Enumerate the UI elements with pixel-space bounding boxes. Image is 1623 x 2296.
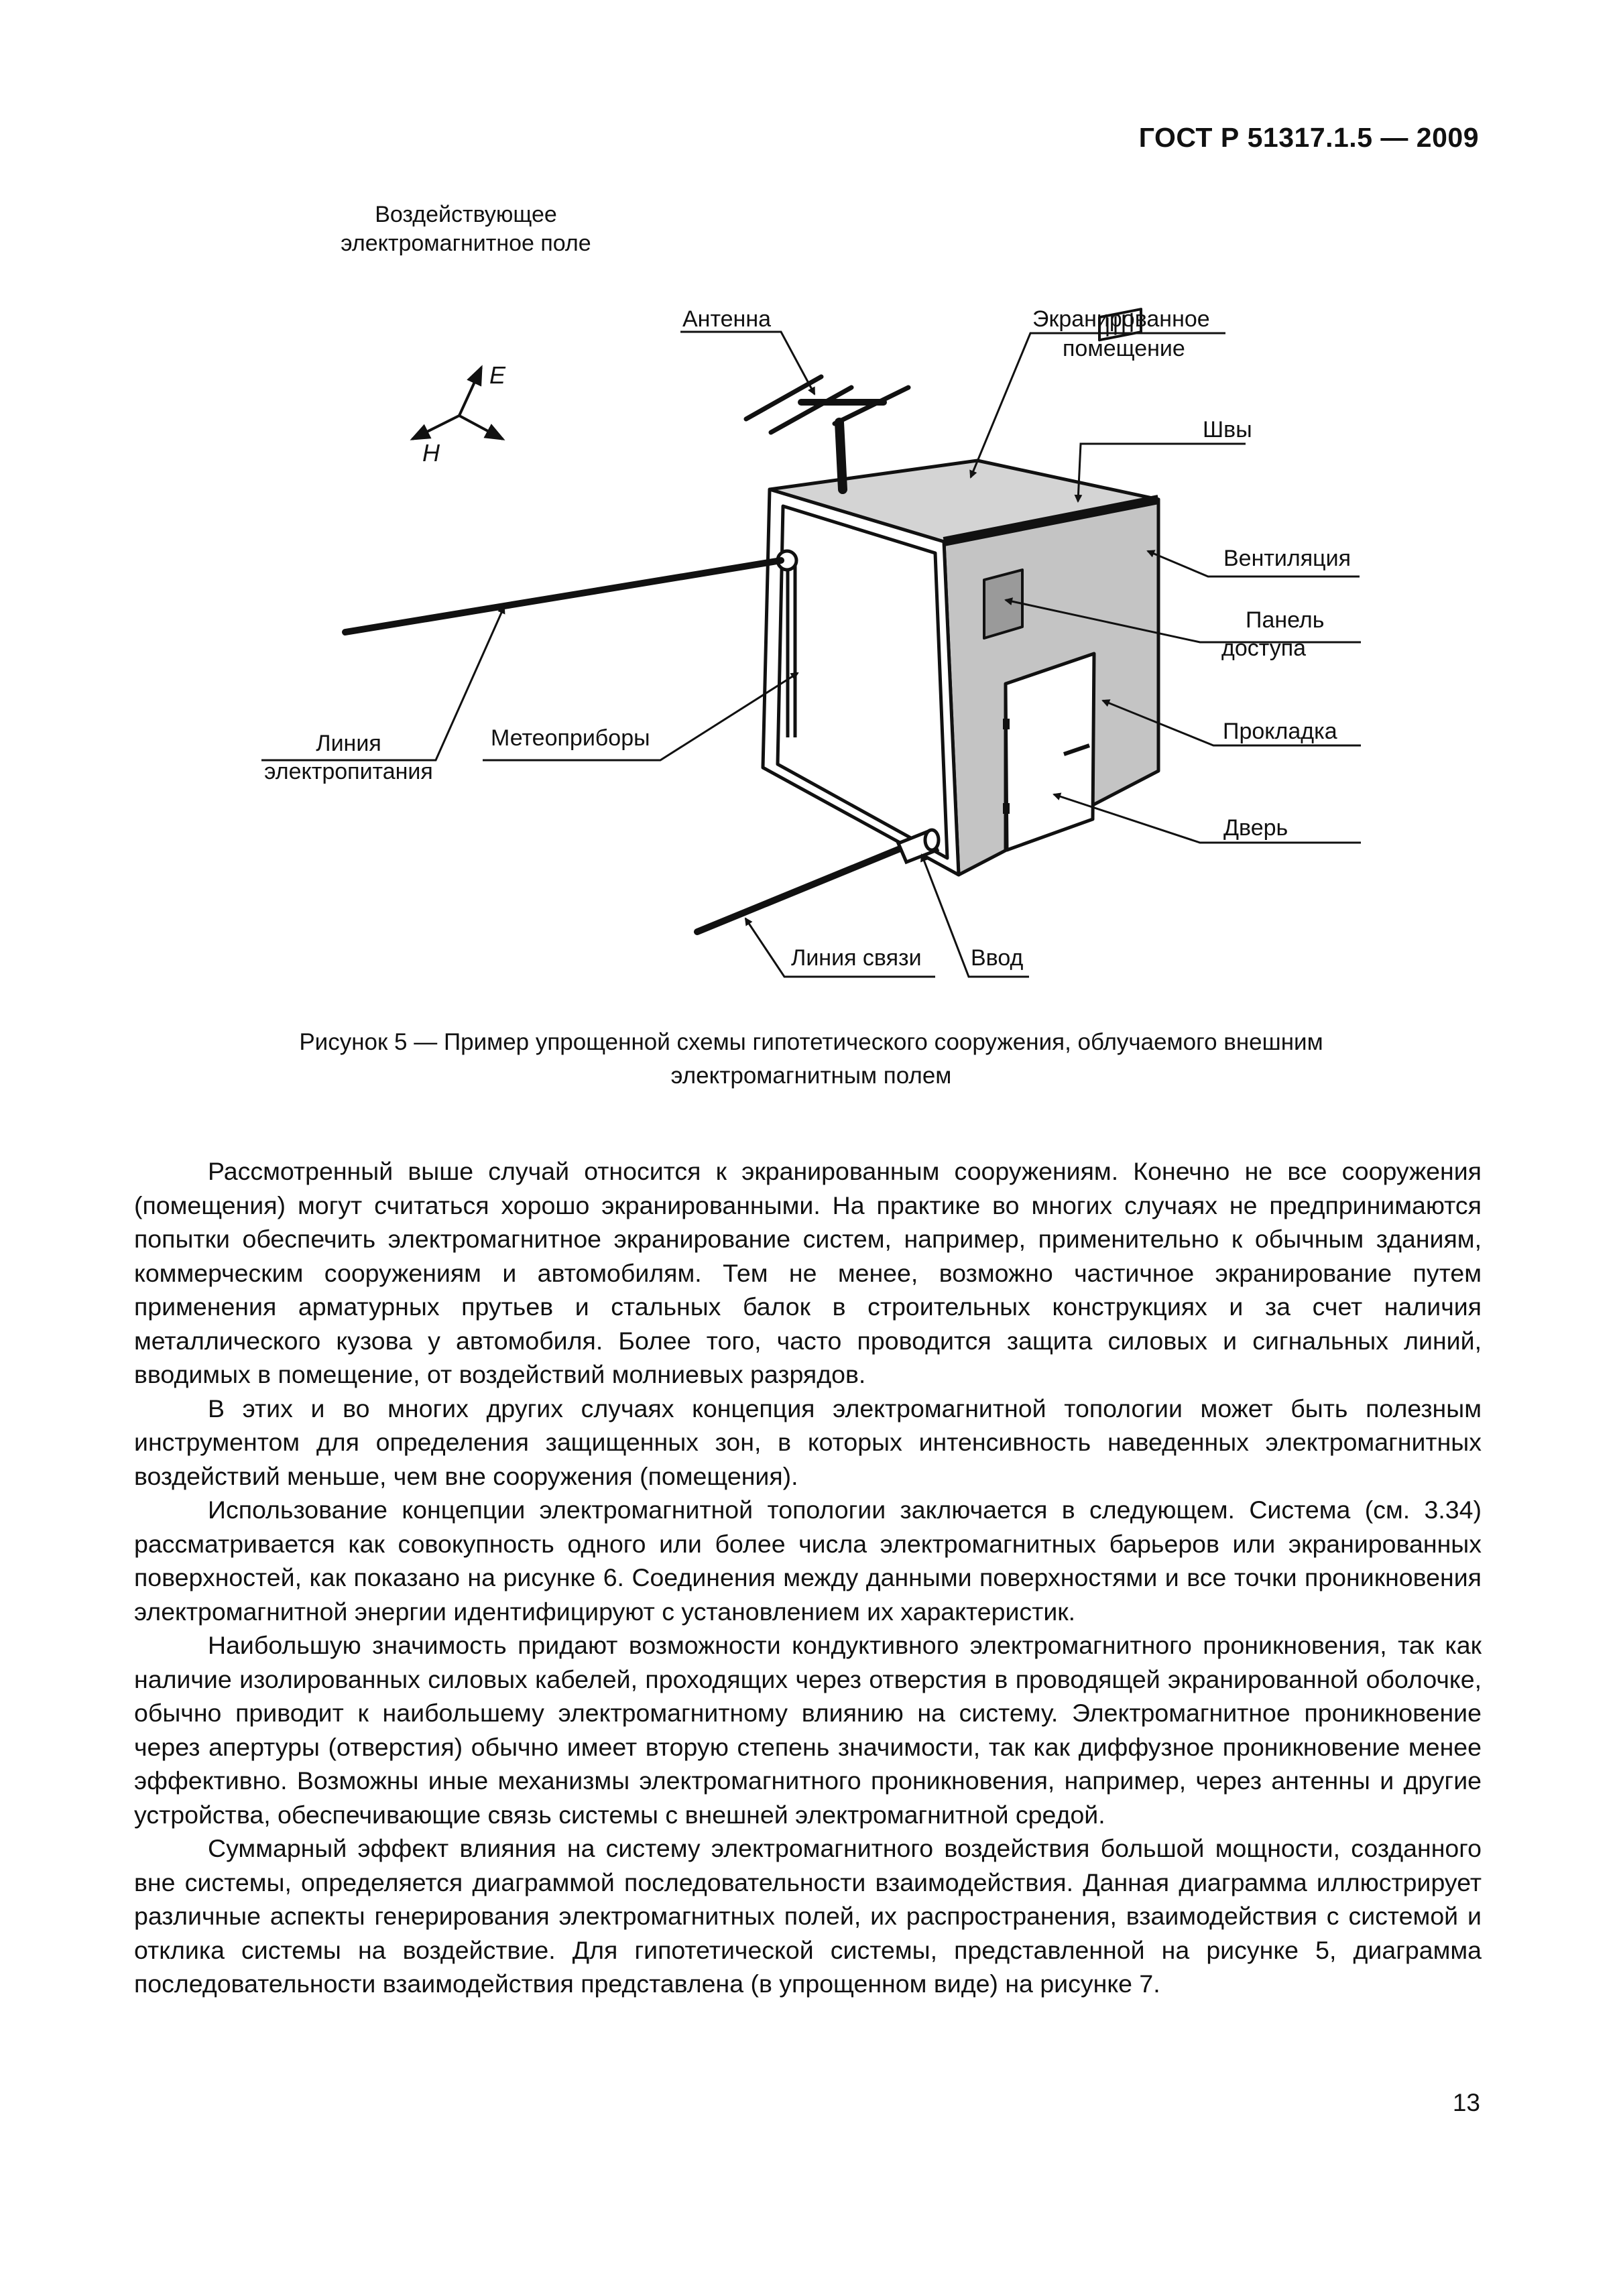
label-access-panel-line1: Панель [1246,607,1325,633]
field-label-line1: Воздействующее [375,202,557,227]
label-antenna: Антенна [682,306,772,332]
access-panel [984,570,1022,638]
paragraph: В этих и во многих других случаях концепция электромагнитной топологии может быть полезным инструментом для определения защищенных зон, в которых интенсивность наведенных электромагнитных воздействий меньше, чем вне сооружения (помещения). [134,1394,1482,1490]
label-door: Дверь [1223,815,1288,841]
body-text [134,1154,1482,2001]
label-gasket: Прокладка [1223,719,1337,744]
figure-caption-line1: Рисунок 5 — Пример упрощенной схемы гипотетического сооружения, облучаемого внешним [299,1029,1323,1055]
field-label-line2: электромагнитное поле [341,231,591,256]
door [1006,654,1094,850]
paragraph: Наибольшую значимость придают возможности кондуктивного электромагнитного проникновения, так как наличие изолированных силовых кабелей, проходящих через отверстия в проводящей экранированной оболочке, обычно приводит к наибольшему электромагнитному влиянию на систему. Электромагнитное проникновение через апертуры (отверстия) обычно имеет вторую степень значимости, так как диффузное проникновение менее эффективно. Возможны иные механизмы электромагнитного проникновения, например, через антенны и другие устройства, обеспечивающие связь системы с внешней электромагнитной средой. [134,1631,1482,1829]
document-header: ГОСТ Р 51317.1.5 — 2009 [1138,122,1479,153]
vector-h-label: H [422,439,440,467]
label-power-line-line1: Линия [316,731,381,756]
shielded-building [763,309,1158,875]
building-front-wall [763,489,959,875]
label-shielded-room-line1: Экранированное [1032,306,1210,332]
label-ventilation: Вентиляция [1223,546,1351,571]
label-entry: Ввод [971,945,1024,971]
figure-5-diagram [0,0,1623,1019]
label-seams: Швы [1203,417,1252,442]
comm-line [697,830,939,932]
label-weather-instruments: Метеоприборы [491,725,650,751]
paragraph: Рассмотренный выше случай относится к экранированным сооружениям. Конечно не все сооружения (помещения) могут считаться хорошо экранированными. На практике во многих случаях не предпринимаются попытки обеспечить электромагнитное экранирование систем, например, применительно к обычным зданиям, коммерческим сооружениям и автомобилям. Тем не менее, возможно частичное экранирование путем применения арматурных прутьев и стальных балок в строительных конструкциях и за счет наличия металлического кузова у автомобиля. Более того, часто проводится защита силовых и сигнальных линий, вводимых в помещение, от воздействий молниевых разрядов. [134,1157,1482,1388]
figure-caption [168,1026,1455,1093]
vector-e-label: E [489,361,506,389]
label-access-panel-line2: доступа [1221,636,1307,661]
power-line [345,560,781,632]
label-shielded-room-line2: помещение [1063,336,1185,361]
paragraph: Суммарный эффект влияния на систему электромагнитного воздействия большой мощности, созданного вне системы, определяется диаграммой последовательности взаимодействия. Данная диаграмма иллюстрирует различные аспекты генерирования электромагнитных полей, их распространения, взаимодействия с системой и отклика системы на воздействие. Для гипотетической системы, представленной на рисунке 5, диаграмма последовательности взаимодействия представлена (в упрощенном виде) на рисунке 7. [134,1834,1482,1998]
figure-caption-line2: электромагнитным полем [670,1063,952,1089]
page-number: 13 [1452,2089,1480,2116]
paragraph: Использование концепции электромагнитной топологии заключается в следующем. Система (см. 3.34) рассматривается как совокупность одного или более числа электромагнитных барьеров или экранированных поверхностей, как показано на рисунке 6. Соединения между данными поверхностями и все точки проникновения электромагнитной энергии идентифицируют с установлением их характеристик. [134,1496,1482,1626]
label-comm-line: Линия связи [791,945,922,971]
label-power-line-line2: электропитания [264,759,433,784]
